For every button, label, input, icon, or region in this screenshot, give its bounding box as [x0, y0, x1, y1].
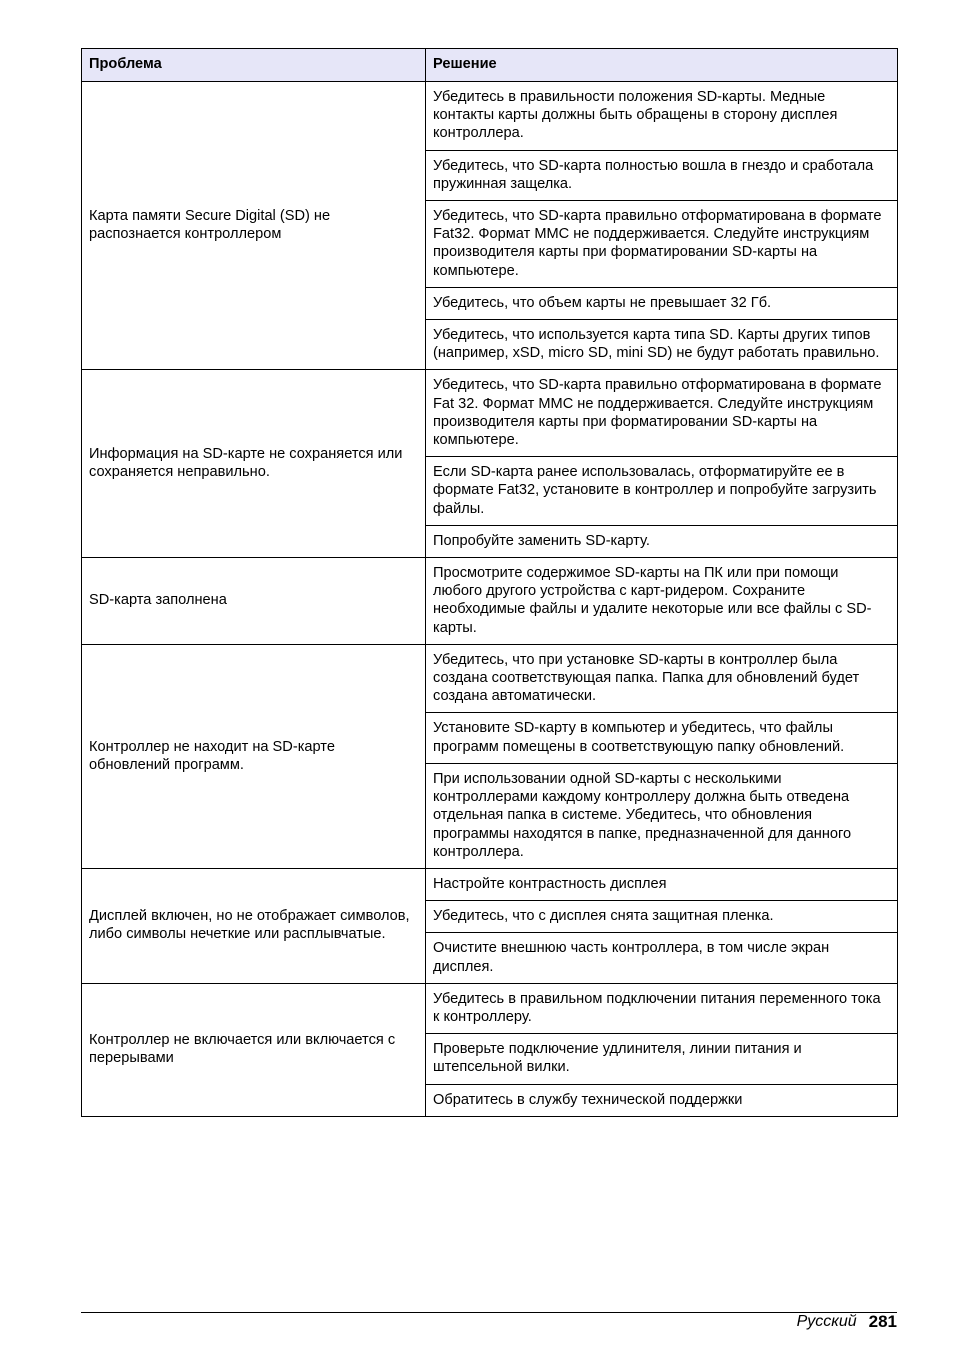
table-body: [82, 82, 898, 1117]
header-solution: Решение: [426, 49, 898, 82]
problem-cell: Дисплей включен, но не отображает символов, либо символы нечеткие или расплывчатые.: [82, 868, 426, 983]
solution-cell: Убедитесь, что SD-карта полностью вошла в гнездо и сработала пружинная защелка.: [426, 150, 898, 200]
solution-cell: Убедитесь в правильном подключении питания переменного тока к контроллеру.: [426, 983, 898, 1033]
solution-cell: Убедитесь, что используется карта типа SD. Карты других типов (например, xSD, micro SD, mini SD) не будут работать правильно.: [426, 320, 898, 370]
solution-cell: Просмотрите содержимое SD-карты на ПК или при помощи любого другого устройства с карт-ридером. Сохраните необходимые файлы и удалите некоторые или все файлы с SD-карты.: [426, 558, 898, 645]
problem-cell: Информация на SD-карте не сохраняется или сохраняется неправильно.: [82, 370, 426, 558]
table-row: [82, 370, 898, 457]
table-row: [82, 558, 898, 645]
solution-cell: Проверьте подключение удлинителя, линии питания и штепсельной вилки.: [426, 1034, 898, 1084]
solution-cell: Убедитесь, что с дисплея снята защитная пленка.: [426, 901, 898, 933]
solution-cell: Настройте контрастность дисплея: [426, 868, 898, 900]
problem-cell: Контроллер не включается или включается с перерывами: [82, 983, 426, 1116]
table-row: [82, 868, 898, 900]
table-row: [82, 644, 898, 713]
solution-cell: Очистите внешнюю часть контроллера, в том числе экран дисплея.: [426, 933, 898, 983]
problem-cell: Карта памяти Secure Digital (SD) не распознается контроллером: [82, 82, 426, 370]
problem-cell: SD-карта заполнена: [82, 558, 426, 645]
page-number: 281: [868, 1312, 897, 1331]
header-problem: Проблема: [82, 49, 426, 82]
troubleshooting-table: [81, 48, 898, 1117]
solution-cell: Убедитесь в правильности положения SD-карты. Медные контакты карты должны быть обращены в сторону дисплея контроллера.: [426, 82, 898, 151]
solution-cell: Если SD-карта ранее использовалась, отформатируйте ее в формате Fat32, установите в контроллер и попробуйте загрузить файлы.: [426, 457, 898, 526]
solution-cell: Убедитесь, что SD-карта правильно отформатирована в формате Fat32. Формат MMC не поддерживается. Следуйте инструкциям производителя карты при форматировании SD-карты на компьютере.: [426, 201, 898, 288]
solution-cell: Убедитесь, что SD-карта правильно отформатирована в формате Fat 32. Формат MMC не поддерживается. Следуйте инструкциям производителя карты при форматировании SD-карты на компьютере.: [426, 370, 898, 457]
solution-cell: Установите SD-карту в компьютер и убедитесь, что файлы программ помещены в соответствующую папку обновлений.: [426, 713, 898, 763]
solution-cell: Обратитесь в службу технической поддержки: [426, 1084, 898, 1116]
footer-divider: [81, 1312, 897, 1313]
solution-cell: Убедитесь, что объем карты не превышает 32 Гб.: [426, 287, 898, 319]
table-row: [82, 82, 898, 151]
table-row: [82, 983, 898, 1033]
footer-language: Русский: [796, 1313, 857, 1330]
table-header-row: [82, 49, 898, 82]
page-footer: [797, 1312, 897, 1332]
problem-cell: Контроллер не находит на SD-карте обновлений программ.: [82, 644, 426, 868]
solution-cell: Попробуйте заменить SD-карту.: [426, 525, 898, 557]
solution-cell: Убедитесь, что при установке SD-карты в контроллер была создана соответствующая папка. Папка для обновлений будет создана автоматически.: [426, 644, 898, 713]
solution-cell: При использовании одной SD-карты с несколькими контроллерами каждому контроллеру должна быть отведена отдельная папка в системе. Убедитесь, что обновления программы находятся в папке, предназначенной для данного контроллера.: [426, 763, 898, 868]
